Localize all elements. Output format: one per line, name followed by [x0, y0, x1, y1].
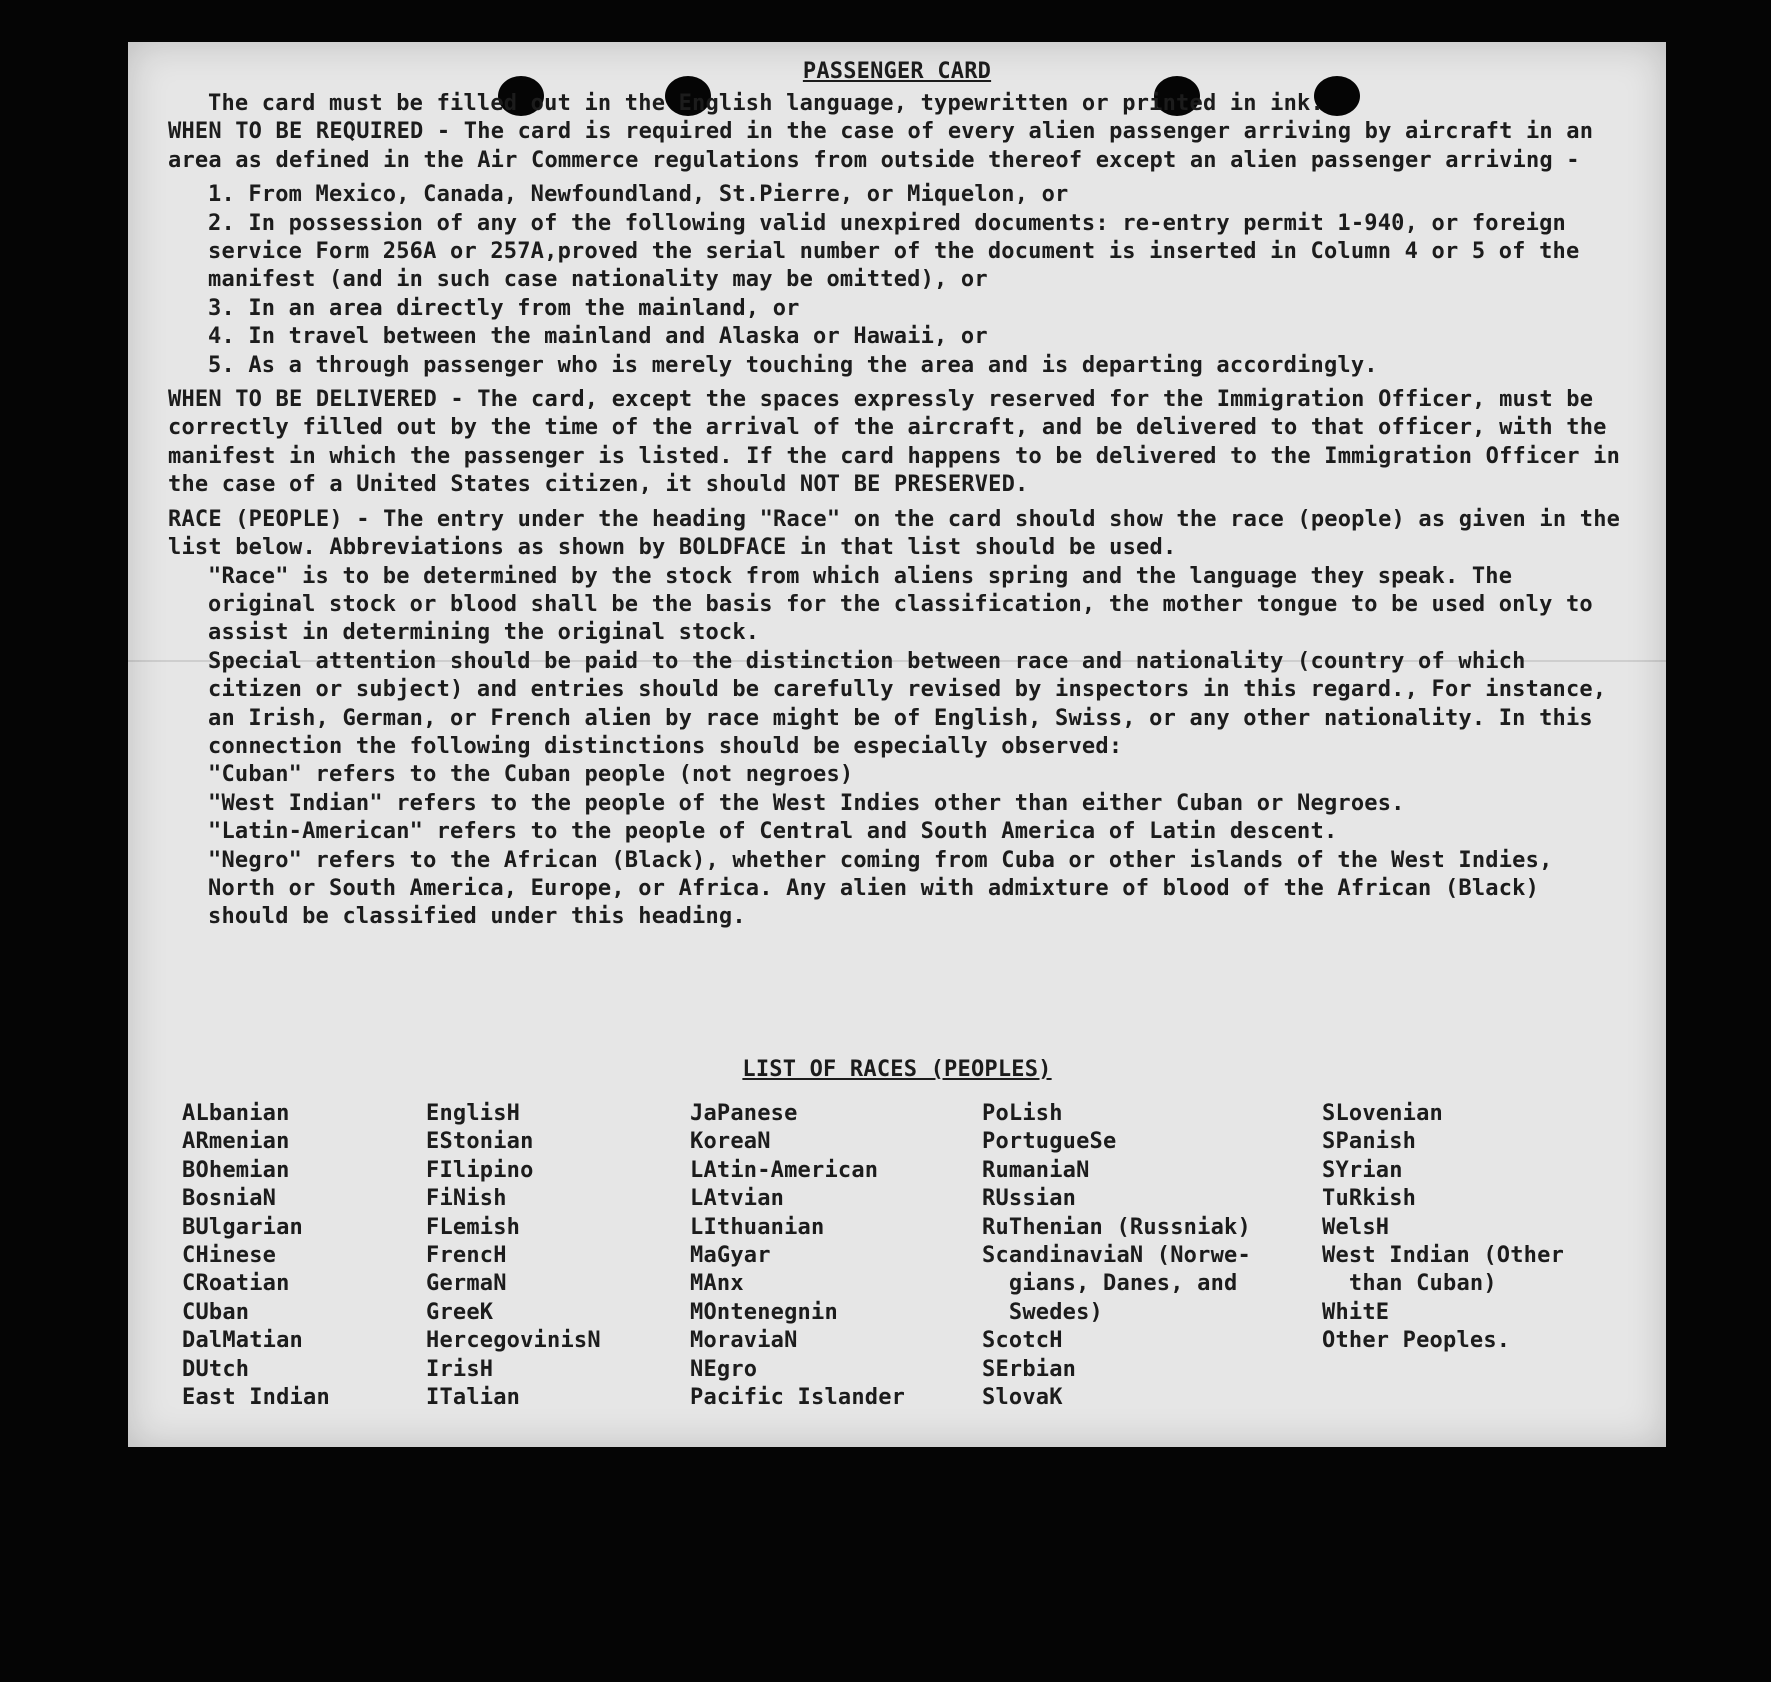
card-title: PASSENGER CARD: [802, 59, 992, 84]
race-entry: BOhemian: [182, 1157, 290, 1183]
when-delivered-paragraph: [168, 386, 1628, 500]
race-entry: RuThenian (Russniak): [982, 1214, 1251, 1240]
race-entry: BosniaN: [182, 1186, 277, 1212]
race-entry: ScandinaviaN (Norwe-: [982, 1243, 1251, 1269]
race-nationality-paragraph: Special attention should be paid to the distinction between race and nationality (country of which citizen or subject) and entries should be carefully revised by inspectors in this regard., For instance, an Irish, German, or French alien by race might be of English, Swiss, or any other nationality. In this connection the following distinctions should be especially observed:: [208, 648, 1607, 759]
when-delivered-heading: WHEN TO BE DELIVERED: [168, 387, 437, 413]
race-entry: KoreaN: [690, 1129, 771, 1155]
race-stock-paragraph: "Race" is to be determined by the stock from which aliens spring and the language they speak. The original stock or blood shall be the basis for the classification, the mother tongue to be used only to assist in determining the original stock.: [208, 563, 1593, 646]
race-entry: SYrian: [1322, 1157, 1403, 1183]
required-item: 5. As a through passenger who is merely touching the area and is departing accordingly.: [208, 352, 1378, 378]
races-column-3: [690, 1100, 905, 1412]
race-entry: East Indian: [182, 1385, 330, 1411]
distinction-item: "Cuban" refers to the Cuban people (not negroes): [208, 762, 854, 788]
race-entry: West Indian (Other: [1322, 1243, 1565, 1269]
intro-text: The card must be filled out in the English language, typewritten or printed in ink.: [208, 91, 1324, 116]
race-entry: LAtvian: [690, 1186, 785, 1212]
passenger-card: [128, 42, 1666, 1447]
races-column-2: [426, 1100, 601, 1412]
race-entry: MoraviaN: [690, 1328, 798, 1354]
race-entry: LIthuanian: [690, 1214, 825, 1240]
race-entry: CHinese: [182, 1243, 277, 1269]
race-paragraph: [168, 506, 1628, 563]
distinction-item: "West Indian" refers to the people of the West Indies other than either Cuban or Negroes.: [208, 790, 1405, 816]
race-entry: Pacific Islander: [690, 1385, 906, 1411]
when-required-heading: WHEN TO BE REQUIRED: [168, 119, 424, 145]
race-entry: Swedes): [982, 1299, 1104, 1325]
race-entry: EStonian: [426, 1129, 534, 1155]
race-entry: ALbanian: [182, 1101, 290, 1126]
race-text: - The entry under the heading "Race" on the card should show the race (people) as given in the list below. Abbreviations as shown by BOLDFACE in that list should be used.: [168, 506, 1621, 561]
when-required-text: - The card is required in the case of every alien passenger arriving by aircraft in an area as defined in the Air Commerce regulations from outside thereof except an alien passenger arriving -: [168, 119, 1594, 173]
race-entry: RumaniaN: [982, 1157, 1090, 1183]
race-heading: RACE (PEOPLE): [168, 506, 343, 532]
race-entry: FiNish: [426, 1186, 507, 1212]
race-entry: FLemish: [426, 1214, 521, 1240]
race-entry: MAnx: [690, 1271, 744, 1297]
race-entry: CRoatian: [182, 1271, 290, 1297]
when-required-paragraph: [168, 118, 1628, 175]
race-entry: SErbian: [982, 1356, 1077, 1382]
required-item: 1. From Mexico, Canada, Newfoundland, St.Pierre, or Miquelon, or: [208, 182, 1069, 208]
race-entry: PoLish: [982, 1101, 1063, 1126]
race-entry: SlovaK: [982, 1385, 1063, 1411]
when-delivered-text: - The card, except the spaces expressly reserved for the Immigration Officer, must be correctly filled out by the time of the arrival of the aircraft, and be delivered to that officer, with the manifest in which the passenger is listed. If the card happens to be delivered to the Immigration Officer in the case of a United States citizen, it should NOT BE PRESERVED.: [168, 387, 1621, 498]
races-column-5: [1322, 1100, 1564, 1356]
race-entry: PortugueSe: [982, 1129, 1117, 1155]
race-entry: EnglisH: [426, 1101, 521, 1126]
race-entry: GreeK: [426, 1299, 494, 1325]
race-entry: LAtin-American: [690, 1157, 879, 1183]
race-entry: GermaN: [426, 1271, 507, 1297]
race-entry: HercegovinisN: [426, 1328, 601, 1354]
race-entry: FIlipino: [426, 1157, 534, 1183]
race-entry: SPanish: [1322, 1129, 1417, 1155]
race-entry: JaPanese: [690, 1101, 798, 1126]
race-entry: DUtch: [182, 1356, 250, 1382]
race-entry: gians, Danes, and: [982, 1271, 1238, 1297]
race-entry: Other Peoples.: [1322, 1328, 1511, 1354]
race-entry: RUssian: [982, 1186, 1077, 1212]
race-entry: MaGyar: [690, 1243, 771, 1269]
race-entry: ScotcH: [982, 1328, 1063, 1354]
instructions-section: [168, 90, 1628, 932]
required-item: 2. In possession of any of the following valid unexpired documents: re-entry permit 1-940, or foreign service Form 256A or 257A,proved the serial number of the document is inserted in Column 4 or 5 of the manifest (and in such case nationality may be omitted), or: [208, 210, 1580, 293]
race-entry: ARmenian: [182, 1129, 290, 1155]
race-entry: WhitE: [1322, 1299, 1390, 1325]
races-column-4: [982, 1100, 1251, 1412]
required-item: 3. In an area directly from the mainland, or: [208, 295, 800, 321]
race-entry: SLovenian: [1322, 1101, 1444, 1126]
races-column-1: [182, 1100, 330, 1412]
required-item: 4. In travel between the mainland and Alaska or Hawaii, or: [208, 324, 988, 350]
negro-paragraph: "Negro" refers to the African (Black), whether coming from Cuba or other islands of the West Indies, North or South America, Europe, or Africa. Any alien with admixture of blood of the African (Black) should be classified under this heading.: [208, 847, 1553, 930]
race-entry: FrencH: [426, 1243, 507, 1269]
race-entry: ITalian: [426, 1385, 521, 1411]
race-entry: MOntenegnin: [690, 1299, 838, 1325]
list-of-races-title: LIST OF RACES (PEOPLES): [742, 1057, 1052, 1082]
race-entry: TuRkish: [1322, 1186, 1417, 1212]
race-entry: IrisH: [426, 1356, 494, 1382]
race-entry: WelsH: [1322, 1214, 1390, 1240]
race-entry: BUlgarian: [182, 1214, 304, 1240]
race-entry: DalMatian: [182, 1328, 304, 1354]
distinction-item: "Latin-American" refers to the people of Central and South America of Latin descent.: [208, 819, 1338, 845]
race-entry: NEgro: [690, 1356, 758, 1382]
race-entry: CUban: [182, 1299, 250, 1325]
race-entry: than Cuban): [1322, 1271, 1497, 1297]
